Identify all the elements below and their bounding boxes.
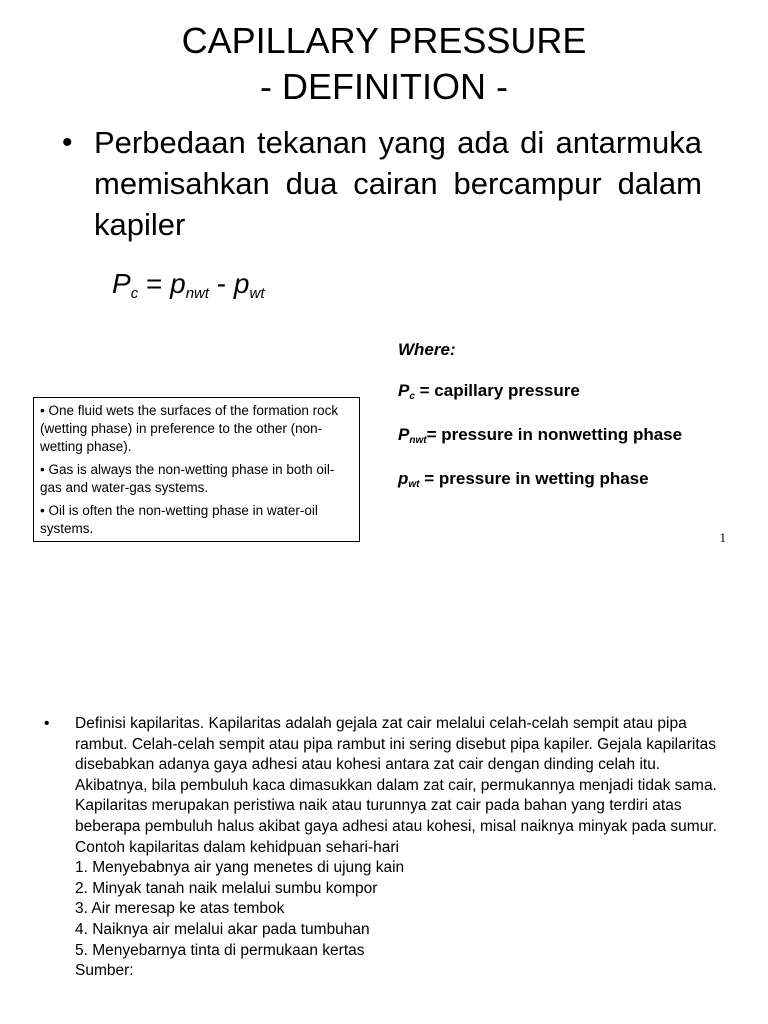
note-item: • Oil is often the non-wetting phase in water-oil systems. (40, 503, 318, 536)
where-heading: Where: (398, 340, 456, 359)
main-bullet (62, 122, 702, 245)
equation-term1-symbol: p (170, 268, 186, 299)
note-item: • One fluid wets the surfaces of the formation rock (wetting phase) in preference to the other (non-wetting phase). (40, 403, 339, 454)
notes-paragraph: Kapilaritas merupakan peristiwa naik atau turunnya zat cair pada bahan yang terdiri atas beberapa pembuluh halus akibat gaya adhesi atau kohesi, misal naiknya minyak pada sumur. (75, 797, 717, 835)
page-number: 1 (719, 530, 726, 545)
speaker-notes (44, 714, 734, 982)
wetting-notes-box (33, 397, 360, 542)
slide-title (0, 18, 768, 110)
notes-body (75, 714, 734, 982)
notes-paragraph: Definisi kapilaritas. Kapilaritas adalah gejala zat cair melalui celah-celah sempit atau pipa rambut. Celah-celah sempit atau pipa rambut ini sering disebut pipa kapiler. Gejala kapilaritas disebabkan adanya gaya adhesi atau kohesi antara zat cair dengan dinding celah itu. Akibatnya, bila pembuluh kaca dimasukkan dalam zat cair, permukannya menjadi tidak sama. (75, 715, 717, 794)
notes-source-label: Sumber: (75, 962, 134, 980)
title-line-1: CAPILLARY PRESSURE (181, 20, 587, 61)
title-line-2: - DEFINITION - (260, 66, 508, 107)
equation-term1-subscript: nwt (185, 285, 210, 302)
notes-list-item: 5. Menyebarnya tinta di permukaan kertas (75, 941, 365, 959)
notes-list-item: 1. Menyebabnya air yang menetes di ujung kain (75, 859, 405, 877)
equation-term2-subscript: wt (249, 285, 265, 302)
main-bullet-text: Perbedaan tekanan yang ada di antarmuka memisahkan dua cairan bercampur dalam kapiler (94, 125, 702, 242)
equation-equals: = (138, 268, 171, 299)
where-legend (398, 340, 758, 512)
definition-capillary-pressure: $P_c$ = capillary pressure (398, 381, 580, 402)
equation-term2-symbol: p (233, 268, 250, 299)
notes-list-item: 3. Air meresap ke atas tembok (75, 900, 285, 918)
capillary-pressure-equation (112, 266, 265, 302)
notes-bullet-dot: • (44, 715, 50, 732)
definition-wetting-pressure: $p_{wt}$ = pressure in wetting phase (398, 469, 649, 490)
equation-lhs-symbol: P (112, 268, 131, 299)
definition-nonwetting-pressure: $P_{nwt}=$ pressure in nonwetting phase (398, 425, 683, 446)
notes-list-item: 2. Minyak tanah naik melalui sumbu kompor (75, 879, 378, 897)
note-item: • Gas is always the non-wetting phase in both oil-gas and water-gas systems. (40, 462, 335, 495)
equation-minus: - (209, 268, 234, 299)
notes-paragraph: Contoh kapilaritas dalam kehidpuan sehari-hari (75, 838, 399, 856)
bullet-dot: • (62, 126, 73, 159)
equation-lhs-subscript: c (130, 285, 139, 302)
notes-list-item: 4. Naiknya air melalui akar pada tumbuhan (75, 920, 370, 938)
